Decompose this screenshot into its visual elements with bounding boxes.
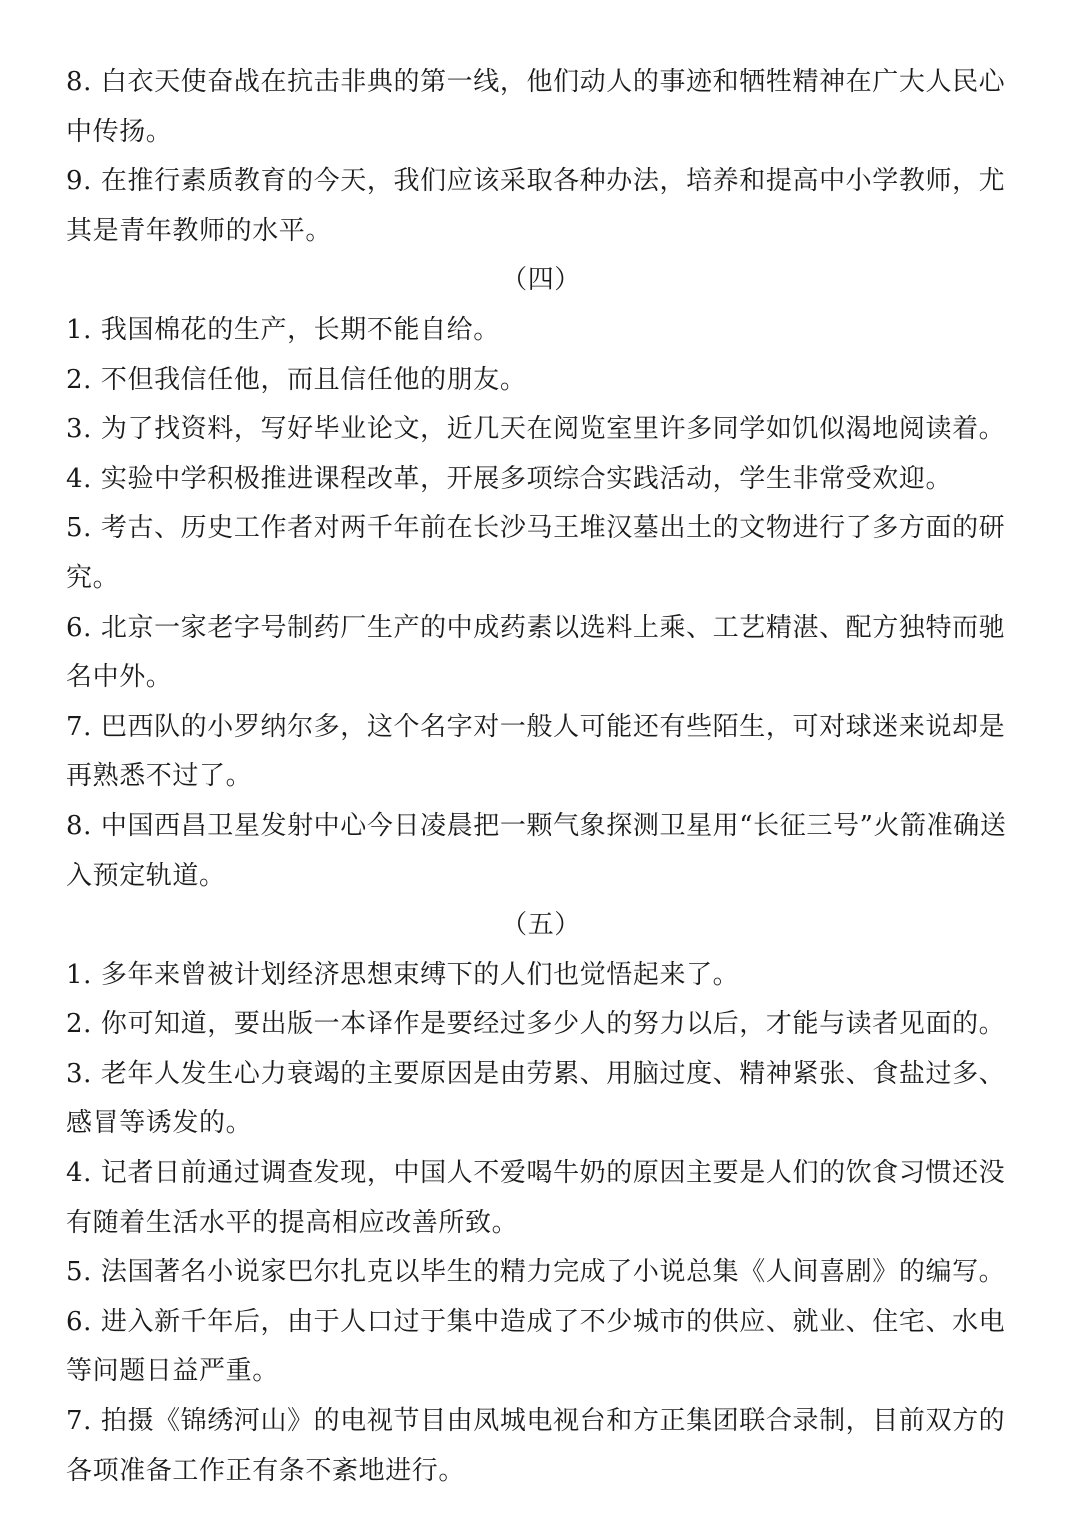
sentence-item: 9. 在推行素质教育的今天，我们应该采取各种办法，培养和提高中小学教师，尤其是青年教师的水平。 xyxy=(66,166,1006,246)
section-continued xyxy=(66,58,1016,256)
sentence-item: 1. 我国棉花的生产，长期不能自给。 xyxy=(66,314,500,345)
sentence-item: 2. 你可知道，要出版一本译作是要经过多少人的努力以后，才能与读者见面的。 xyxy=(66,1009,1006,1040)
sentence-item: 7. 拍摄《锦绣河山》的电视节目由凤城电视台和方正集团联合录制，目前双方的各项准备工作正有条不紊地进行。 xyxy=(66,1406,1006,1486)
sentence-item: 8. 中国西昌卫星发射中心今日凌晨把一颗气象探测卫星用“长征三号”火箭准确送入预定轨道。 xyxy=(66,810,1007,891)
sentence-item: 7. 巴西队的小罗纳尔多，这个名字对一般人可能还有些陌生，可对球迷来说却是再熟悉不过了。 xyxy=(66,711,1006,792)
sentence-item: 5. 考古、历史工作者对两千年前在长沙马王堆汉墓出土的文物进行了多方面的研究。 xyxy=(66,513,1006,593)
section-heading: （四） xyxy=(501,265,581,296)
sentence-item: 4. 记者日前通过调查发现，中国人不爱喝牛奶的原因主要是人们的饮食习惯还没有随着生活水平的提高相应改善所致。 xyxy=(66,1158,1006,1238)
document-body xyxy=(66,58,1016,1496)
sentence-item: 2. 不但我信任他，而且信任他的朋友。 xyxy=(66,364,527,395)
sentence-item: 3. 老年人发生心力衰竭的主要原因是由劳累、用脑过度、精神紧张、食盐过多、感冒等诱发的。 xyxy=(66,1058,1006,1139)
sentence-item: 3. 为了找资料，写好毕业论文，近几天在阅览室里许多同学如饥似渴地阅读着。 xyxy=(66,414,1006,445)
section-heading: （五） xyxy=(501,910,581,941)
section-four xyxy=(66,256,1016,901)
sentence-item: 4. 实验中学积极推进课程改革，开展多项综合实践活动，学生非常受欢迎。 xyxy=(66,463,953,494)
sentence-item: 6. 北京一家老字号制药厂生产的中成药素以选料上乘、工艺精湛、配方独特而驰名中外。 xyxy=(66,612,1006,693)
sentence-item: 5. 法国著名小说家巴尔扎克以毕生的精力完成了小说总集《人间喜剧》的编写。 xyxy=(66,1257,1006,1288)
sentence-item: 8. 白衣天使奋战在抗击非典的第一线，他们动人的事迹和牺牲精神在广大人民心中传扬。 xyxy=(66,67,1006,147)
section-five xyxy=(66,901,1016,1496)
sentence-item: 1. 多年来曾被计划经济思想束缚下的人们也觉悟起来了。 xyxy=(66,959,740,990)
sentence-item: 6. 进入新千年后，由于人口过于集中造成了不少城市的供应、就业、住宅、水电等问题日益严重。 xyxy=(66,1306,1006,1387)
